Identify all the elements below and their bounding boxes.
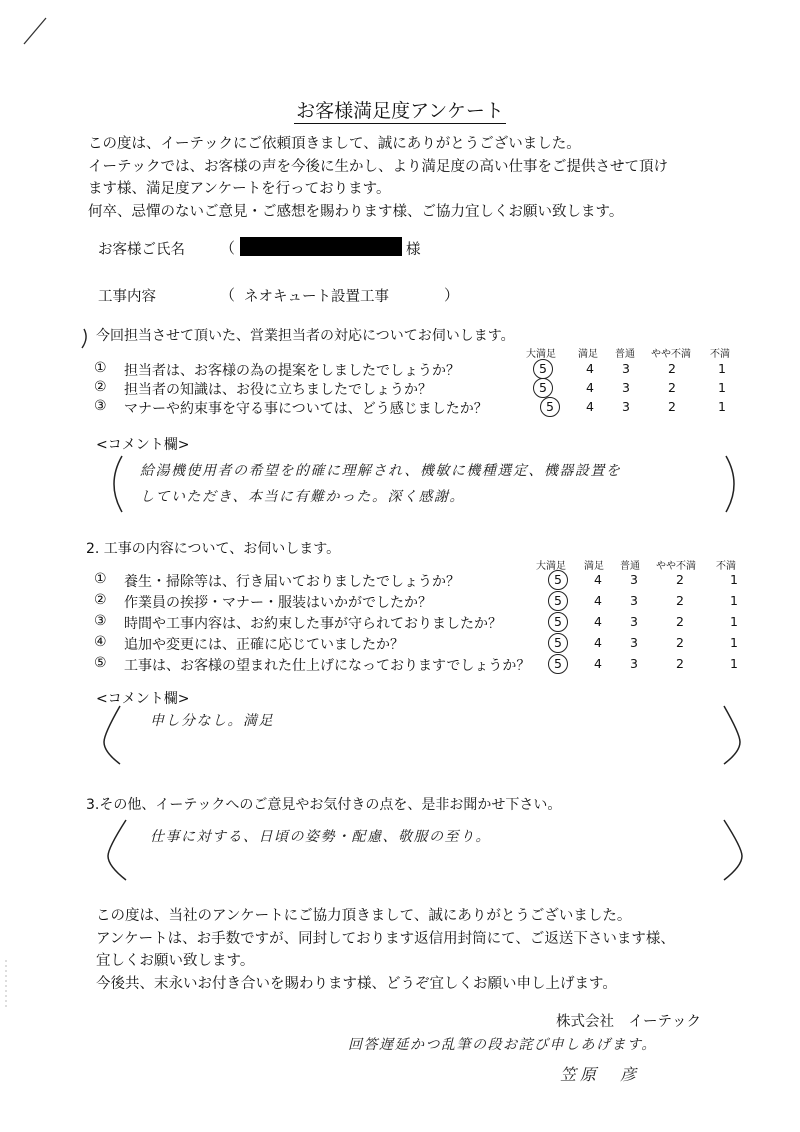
s2-q1-number: ① (94, 571, 107, 587)
outro-line: アンケートは、お手数ですが、同封しております返信用封筒にて、ご返送下さいます様、 (96, 930, 675, 947)
s1-q2-score-4[interactable]: 4 (586, 380, 594, 395)
handwritten-footer-note: 回答遅延かつ乱筆の段お詫び申しあげます。 (348, 1037, 657, 1053)
s1-q3-score-4[interactable]: 4 (586, 399, 594, 414)
s2-q5-score-5[interactable]: 5 (554, 656, 562, 671)
customer-name-redacted (240, 237, 402, 256)
s2-q4-score-3[interactable]: 3 (630, 635, 638, 650)
section2-title: 2. 工事の内容について、お伺いします。 (86, 541, 341, 557)
s2-q1-score-4[interactable]: 4 (594, 572, 602, 587)
outro-line: この度は、当社のアンケートにご協力頂きまして、誠にありがとうございました。 (96, 908, 632, 924)
scale-header-satisfied: 満足 (578, 349, 598, 360)
section3-title: 3.その他、イーテックへのご意見やお気付きの点を、是非お聞かせ下さい。 (86, 797, 562, 813)
section1-title: 今回担当させて頂いた、営業担当者の対応についてお伺いします。 (96, 328, 515, 344)
s1-q2-score-2[interactable]: 2 (668, 380, 676, 395)
s2-q3-score-2[interactable]: 2 (676, 614, 684, 629)
s1-q2-score-5[interactable]: 5 (539, 380, 547, 395)
s1-q1-text: 担当者は、お客様の為の提案をしましたでしょうか？ (124, 363, 460, 379)
scale-header-satisfied: 満足 (584, 561, 604, 572)
s1-q3-score-5[interactable]: 5 (546, 399, 554, 414)
s1-q1-score-1[interactable]: 1 (718, 361, 726, 376)
intro-line: この度は、イーテックにご依頼頂きまして、誠にありがとうございました。 (88, 136, 581, 152)
page-title: お客様満足度アンケート (296, 100, 504, 122)
comment1-bracket-right (726, 456, 734, 512)
outro-text (96, 905, 675, 995)
s2-q3-score-5[interactable]: 5 (554, 614, 562, 629)
s1-q3-score-3[interactable]: 3 (622, 399, 630, 414)
s1-q2-number: ② (94, 379, 107, 395)
outro-line: 今後共、末永いお付き合いを賜わります様、どうぞ宜しくお願い申し上げます。 (96, 975, 617, 992)
comment3-bracket-left (108, 820, 126, 880)
s2-q1-text: 養生・掃除等は、行き届いておりましたでしょうか？ (124, 574, 460, 590)
signature: 笠原 彦 (560, 1065, 641, 1084)
s2-q2-score-2[interactable]: 2 (676, 593, 684, 608)
customer-name-label: お客様ご氏名 (98, 242, 185, 258)
s1-comment-label: <コメント欄> (96, 437, 190, 453)
s2-q5-score-4[interactable]: 4 (594, 656, 602, 671)
customer-name-suffix: 様 (406, 242, 421, 258)
s2-q5-text: 工事は、お客様の望まれた仕上げになっておりますでしょうか？ (124, 658, 531, 674)
work-content-value: ネオキュート設置工事 (244, 289, 389, 305)
outro-line: 宜しくお願い致します。 (96, 953, 255, 969)
s2-q2-number: ② (94, 592, 107, 608)
scale-header-somewhat-dissatisfied: やや不満 (651, 349, 691, 360)
intro-text (88, 133, 668, 223)
s2-q1-score-2[interactable]: 2 (676, 572, 684, 587)
s2-q3-score-3[interactable]: 3 (630, 614, 638, 629)
s2-q3-text: 時間や工事内容は、お約束した事が守られておりましたか？ (124, 616, 502, 632)
s2-q4-score-1[interactable]: 1 (730, 635, 738, 650)
s2-q5-number: ⑤ (94, 655, 107, 671)
s1-q3-score-2[interactable]: 2 (668, 399, 676, 414)
s1-q2-score-3[interactable]: 3 (622, 380, 630, 395)
s2-q2-score-4[interactable]: 4 (594, 593, 602, 608)
s1-q2-text: 担当者の知識は、お役に立ちましたでしょうか？ (124, 382, 432, 398)
s2-q1-score-1[interactable]: 1 (730, 572, 738, 587)
comment2-bracket-right (724, 706, 740, 764)
scale-header-somewhat-dissatisfied: やや不満 (656, 561, 696, 572)
section1-marker (82, 329, 86, 348)
s1-q3-text: マナーや約束事を守る事については、どう感じましたか？ (124, 401, 488, 417)
s2-q3-number: ③ (94, 613, 107, 629)
s1-q1-score-5[interactable]: 5 (539, 361, 547, 376)
company-name: 株式会社 イーテック (556, 1014, 701, 1030)
intro-line: イーテックでは、お客様の声を今後に生かし、より満足度の高い仕事をご提供させて頂け (88, 158, 668, 175)
s1-comment-line: していただき、本当に有難かった。深く感謝。 (140, 489, 465, 505)
s1-q3-number: ③ (94, 398, 107, 414)
s2-q4-score-5[interactable]: 5 (554, 635, 562, 650)
s2-comment-line: 申し分なし。満足 (150, 713, 274, 729)
comment3-bracket-right (724, 820, 742, 880)
s2-q3-score-4[interactable]: 4 (594, 614, 602, 629)
s2-q2-score-5[interactable]: 5 (554, 593, 562, 608)
s3-comment-line: 仕事に対する、日頃の姿勢・配慮、敬服の至り。 (150, 829, 491, 845)
s2-q3-score-1[interactable]: 1 (730, 614, 738, 629)
work-content-close-paren: ） (444, 286, 460, 304)
s2-q4-number: ④ (94, 634, 107, 650)
intro-line: 何卒、忌憚のないご意見・ご感想を賜わります様、ご協力宜しくお願い致します。 (88, 203, 624, 220)
scale-header-dissatisfied: 不満 (716, 561, 736, 572)
s2-q5-score-1[interactable]: 1 (730, 656, 738, 671)
s1-q2-score-1[interactable]: 1 (718, 380, 726, 395)
scale-header-very-satisfied: 大満足 (536, 561, 566, 572)
s1-q1-score-4[interactable]: 4 (586, 361, 594, 376)
s1-q1-score-2[interactable]: 2 (668, 361, 676, 376)
s2-q4-score-4[interactable]: 4 (594, 635, 602, 650)
s1-q1-number: ① (94, 360, 107, 376)
comment1-bracket-left (114, 456, 122, 512)
comment2-bracket-left (104, 706, 120, 764)
s1-q1-score-3[interactable]: 3 (622, 361, 630, 376)
scan-mark (24, 18, 46, 44)
s2-q2-score-3[interactable]: 3 (630, 593, 638, 608)
s2-q1-score-3[interactable]: 3 (630, 572, 638, 587)
scale-header-very-satisfied: 大満足 (526, 349, 556, 360)
s2-q4-score-2[interactable]: 2 (676, 635, 684, 650)
work-content-label: 工事内容 (98, 289, 156, 305)
s2-q1-score-5[interactable]: 5 (554, 572, 562, 587)
s2-q5-score-2[interactable]: 2 (676, 656, 684, 671)
s1-q3-score-1[interactable]: 1 (718, 399, 726, 414)
customer-name-open-paren: （ (220, 239, 236, 257)
s1-comment-line: 給湯機使用者の希望を的確に理解され、機敏に機種選定、機器設置を (140, 463, 622, 479)
s2-q4-text: 追加や変更には、正確に応じていましたか？ (124, 637, 404, 653)
scale-header-neutral: 普通 (620, 561, 640, 572)
work-content-open-paren: （ (220, 286, 236, 304)
scale-header-neutral: 普通 (615, 349, 635, 360)
intro-line: ます様、満足度アンケートを行っております。 (88, 181, 391, 197)
s2-q5-score-3[interactable]: 3 (630, 656, 638, 671)
s2-comment-label: <コメント欄> (96, 691, 190, 707)
s2-q2-text: 作業員の挨拶・マナー・服装はいかがでしたか？ (124, 595, 432, 611)
s2-q2-score-1[interactable]: 1 (730, 593, 738, 608)
scale-header-dissatisfied: 不満 (710, 349, 730, 360)
